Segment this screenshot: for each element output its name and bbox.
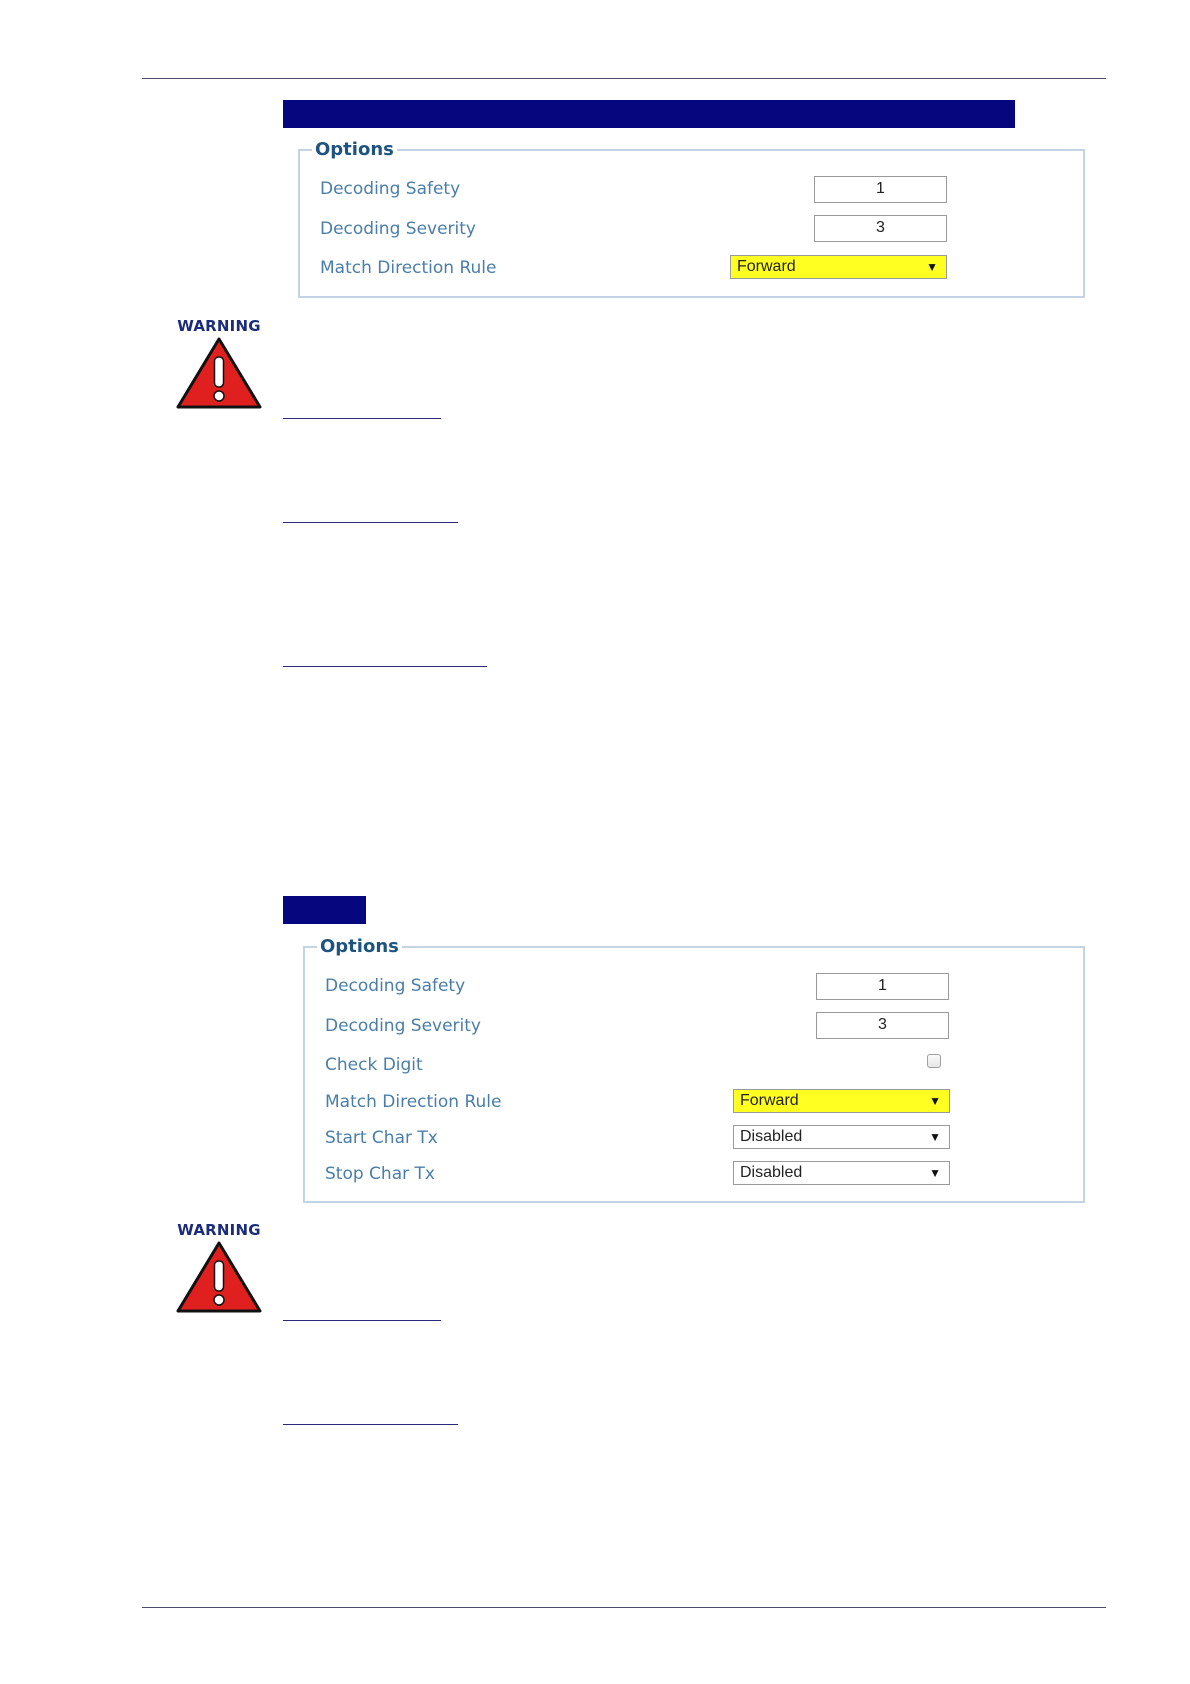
options-legend: Options: [317, 936, 402, 958]
warning-notice: [174, 317, 264, 411]
footer-rule: [142, 1607, 1106, 1608]
start-char-tx-select[interactable]: [733, 1125, 950, 1149]
dropdown-arrow-icon: ▼: [929, 1166, 941, 1180]
dropdown-arrow-icon: ▼: [926, 260, 938, 274]
warning-notice: [174, 1221, 264, 1315]
start-char-tx-label: Start Char Tx: [325, 1128, 438, 1148]
decoding-safety-input[interactable]: 1: [816, 973, 949, 1000]
options-panel: [298, 139, 1085, 298]
decoding-safety-input[interactable]: 1: [814, 176, 947, 203]
stop-char-tx-value: Disabled: [740, 1164, 803, 1181]
section-title-bar: [283, 896, 366, 924]
heading-underline: [283, 1320, 441, 1321]
match-direction-rule-label: Match Direction Rule: [325, 1092, 502, 1112]
match-direction-rule-label: Match Direction Rule: [320, 258, 497, 278]
match-direction-rule-value: Forward: [740, 1092, 799, 1109]
options-panel: [303, 936, 1085, 1203]
heading-underline: [283, 418, 441, 419]
match-direction-rule-select[interactable]: [730, 255, 947, 279]
heading-underline: [283, 1424, 458, 1425]
warning-triangle-icon: [174, 1239, 264, 1315]
check-digit-label: Check Digit: [325, 1055, 423, 1075]
dropdown-arrow-icon: ▼: [929, 1094, 941, 1108]
options-legend: Options: [312, 139, 397, 161]
heading-underline: [283, 666, 487, 667]
decoding-safety-label: Decoding Safety: [320, 179, 461, 199]
dropdown-arrow-icon: ▼: [929, 1130, 941, 1144]
start-char-tx-value: Disabled: [740, 1128, 803, 1145]
check-digit-checkbox[interactable]: [927, 1054, 941, 1068]
heading-underline: [283, 522, 458, 523]
header-rule: [142, 78, 1106, 79]
decoding-severity-input[interactable]: 3: [816, 1012, 949, 1039]
match-direction-rule-select[interactable]: [733, 1089, 950, 1113]
decoding-safety-label: Decoding Safety: [325, 976, 466, 996]
decoding-severity-label: Decoding Severity: [320, 219, 476, 239]
stop-char-tx-select[interactable]: [733, 1161, 950, 1185]
warning-triangle-icon: [174, 335, 264, 411]
stop-char-tx-label: Stop Char Tx: [325, 1164, 435, 1184]
decoding-severity-label: Decoding Severity: [325, 1016, 481, 1036]
section-title-bar: [283, 100, 1015, 128]
decoding-severity-input[interactable]: 3: [814, 215, 947, 242]
warning-label: WARNING: [177, 1221, 261, 1239]
warning-label: WARNING: [177, 317, 261, 335]
match-direction-rule-value: Forward: [737, 258, 796, 275]
